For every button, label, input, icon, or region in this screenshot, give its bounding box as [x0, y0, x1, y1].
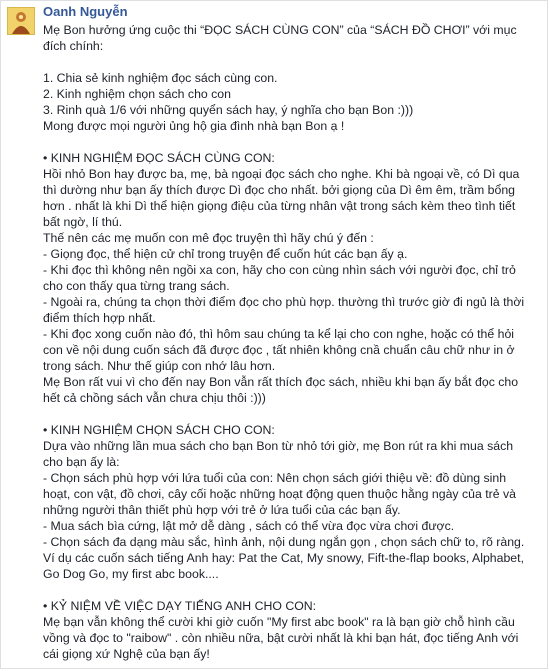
text-line: cho bạn ấy là: — [43, 455, 120, 469]
text-line: cho con thấy qua từng trang sách. — [43, 279, 230, 293]
text-line: Mẹ Bon hưởng ứng cuộc thi “ĐỌC SÁCH CÙNG CON” của “SÁCH ĐỒ CHƠI” với mục — [43, 23, 517, 37]
author-name-link[interactable]: Oanh Nguyễn — [43, 4, 128, 19]
text-line: - Mua sách bìa cứng, lật mở dễ dàng , sách có thể vừa đọc vừa chơi được. — [43, 519, 455, 533]
text-line: 1. Chia sẻ kinh nghiệm đọc sách cùng con. — [43, 71, 278, 85]
avatar-image — [8, 8, 34, 34]
text-line: điểm thích hợp nhất. — [43, 311, 156, 325]
text-line: - Khi đọc thì không nên ngồi xa con, hãy cho con cùng nhìn sách với người đọc, chỉ trỏ — [43, 263, 516, 277]
text-line: Thế nên các mẹ muốn con mê đọc truyện thì hãy chú ý đến : — [43, 231, 374, 245]
post-body — [43, 22, 541, 662]
text-line: 2. Kinh nghiệm chọn sách cho con — [43, 87, 231, 101]
text-line: trong sách. Như thế giúp con nhớ lâu hơn. — [43, 359, 276, 373]
text-line: Go Dog Go, my first abc book.... — [43, 567, 219, 581]
text-line: hết cả chồng sách vẫn chưa chịu thôi :))) — [43, 391, 266, 405]
text-line: Dựa vào những lần mua sách cho bạn Bon từ nhỏ tới giờ, mẹ Bon rút ra khi mua sách — [43, 439, 514, 453]
text-line: hoạt, con vật, đồ chơi, cây cối hoặc những hoạt động quen thuộc hằng ngày của trẻ và — [43, 487, 516, 501]
text-line: bất ngờ, lí thú. — [43, 215, 123, 229]
section-choosing-books — [43, 422, 541, 582]
text-line: - Chọn sách phù hợp với lứa tuổi của con: Nên chọn sách giới thiệu về: đồ dùng sinh — [43, 471, 507, 485]
text-line: - Khi đọc xong cuốn nào đó, thì hôm sau chúng ta kể lại cho con nghe, hoặc có thể hỏi — [43, 327, 515, 341]
intro-block — [43, 22, 541, 54]
section-english-memories — [43, 598, 541, 662]
text-line: con về nội dung cuốn sách đã được đọc , tất nhiên không cnầ chuẩn câu chữ như in ở — [43, 343, 515, 357]
text-line: Hồi nhỏ Bon hay được ba, mẹ, bà ngoại đọc sách cho nghe. Khi bà ngoại về, có Dì qua — [43, 167, 520, 181]
text-line: hơn . nhất là khi Dì thể hiện giọng điệu của từng nhân vật trong sách kèm theo tình tiết — [43, 199, 516, 213]
text-line: cái giọng xứ Nghệ của bạn ấy! — [43, 647, 210, 661]
text-line: 3. Rinh quà 1/6 với những quyển sách hay, ý nghĩa cho bạn Bon :))) — [43, 103, 414, 117]
text-line: Mẹ Bon rất vui vì cho đến nay Bon vẫn rất thích đọc sách, nhiều khi bạn ấy bắt đọc cho — [43, 375, 519, 389]
text-line: đích chính: — [43, 39, 104, 53]
text-line: Mong được mọi người ủng hộ gia đình nhà bạn Bon ạ ! — [43, 119, 345, 133]
section-heading: • KINH NGHIỆM ĐỌC SÁCH CÙNG CON: — [43, 151, 275, 165]
section-heading: • KỶ NIỆM VỀ VIỆC DẠY TIẾNG ANH CHO CON: — [43, 599, 317, 613]
text-line: Ví dụ các cuốn sách tiếng Anh hay: Pat the Cat, My snowy, Fift-the-flap books, Alphabet, — [43, 551, 524, 565]
text-line: - Giọng đọc, thể hiện cử chỉ trong truyện để cuốn hút các bạn ấy ạ. — [43, 247, 408, 261]
goals-block — [43, 70, 541, 134]
section-reading-experience — [43, 150, 541, 406]
text-line: thì dường như bạn ấy thích được Dì đọc cho nhất. bởi giọng của Dì êm êm, trầm bổng — [43, 183, 516, 197]
text-line: vồng và đọc to "raibow" . còn nhiều nữa, bật cười nhất là khi bạn hát, đọc tiếng Anh với — [43, 631, 519, 645]
text-line: - Chọn sách đa dạng màu sắc, hình ảnh, nội dung ngắn gọn , chọn sách chữ to, rõ ràng. — [43, 535, 525, 549]
section-heading: • KINH NGHIỆM CHỌN SÁCH CHO CON: — [43, 423, 275, 437]
text-line: những người thân thiết phù hợp với trẻ ở lứa tuổi của các bạn ấy. — [43, 503, 401, 517]
text-line: - Ngoài ra, chúng ta chọn thời điểm đọc cho phù hợp. thường thì trước giờ đi ngủ là thời — [43, 295, 525, 309]
text-line: Mẹ bạn vẫn không thể cười khi giờ cuốn "My first abc book" ra là bạn giờ chỗ hình cầu — [43, 615, 515, 629]
author-avatar[interactable] — [7, 7, 35, 35]
